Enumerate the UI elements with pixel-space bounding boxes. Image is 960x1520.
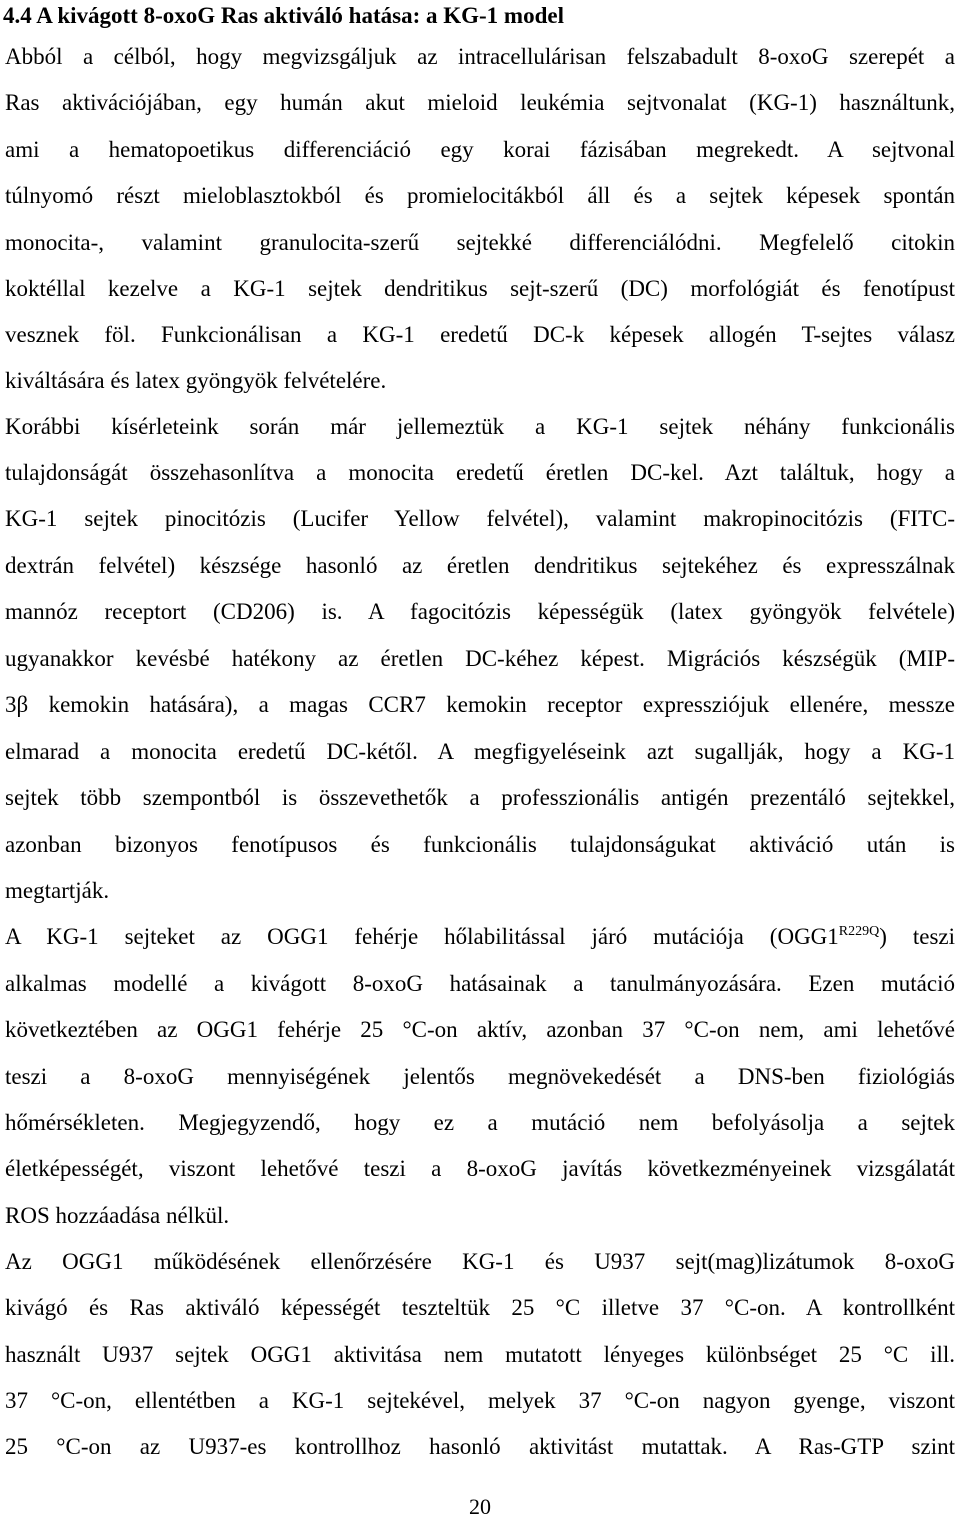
paragraph-line: kivágó és Ras aktiváló képességét teszteltük 25 °C illetve 37 °C-on. A kontrollként [5,1295,955,1320]
ogg1-text-after: ) teszi [879,924,955,949]
paragraph-line: dextrán felvétel) készsége hasonló az éretlen dendritikus sejtekéhez és expresszálnak [5,553,955,578]
paragraph-line: elmarad a monocita eredetű DC-kétől. A megfigyeléseink azt sugallják, hogy a KG-1 [5,739,955,764]
ogg1-text-before: A KG-1 sejteket az OGG1 fehérje hőlabilitással járó mutációja (OGG1 [5,924,839,949]
paragraph-line-ogg1 [5,921,955,953]
paragraph-line: teszi a 8-oxoG mennyiségének jelentős megnövekedését a DNS-ben fiziológiás [5,1064,955,1089]
paragraph-line: mannóz receptort (CD206) is. A fagocitózis képességük (latex gyöngyök felvétele) [5,599,955,624]
paragraph-line: ROS hozzáadása nélkül. [5,1203,230,1228]
section-heading: 4.4 A kivágott 8-oxoG Ras aktiváló hatása: a KG-1 model [3,3,564,28]
paragraph-line: tulajdonságát összehasonlítva a monocita eredetű éretlen DC-kel. Azt találtuk, hogy a [5,460,955,485]
paragraph-line: KG-1 sejtek pinocitózis (Lucifer Yellow felvétel), valamint makropinocitózis (FITC- [5,506,955,531]
superscript-mutation: R229Q [838,924,880,939]
paragraph-line: vesznek föl. Funkcionálisan a KG-1 eredetű DC-k képesek allogén T-sejtes válasz [5,322,955,347]
paragraph-line: Az OGG1 működésének ellenőrzésére KG-1 és U937 sejt(mag)lizátumok 8-oxoG [5,1249,955,1274]
paragraph-line: alkalmas modellé a kivágott 8-oxoG hatásainak a tanulmányozására. Ezen mutáció [5,971,955,996]
paragraph-line: túlnyomó részt mieloblasztokból és promielocitákból áll és a sejtek képesek spontán [5,183,955,208]
paragraph-line: 25 °C-on az U937-es kontrollhoz hasonló aktivitást mutattak. A Ras-GTP szint [5,1434,955,1459]
paragraph-line: ugyanakkor kevésbé hatékony az éretlen DC-kéhez képest. Migrációs készségük (MIP- [5,646,955,671]
paragraph-line: hőmérsékleten. Megjegyzendő, hogy ez a mutáció nem befolyásolja a sejtek [5,1110,955,1135]
paragraph-line: 37 °C-on, ellentétben a KG-1 sejtekével, melyek 37 °C-on nagyon gyenge, viszont [5,1388,955,1413]
paragraph-line: Korábbi kísérleteink során már jellemeztük a KG-1 sejtek néhány funkcionális [5,414,955,439]
paragraph-line: ami a hematopoetikus differenciáció egy korai fázisában megrekedt. A sejtvonal [5,137,955,162]
paragraph-line: életképességét, viszont lehetővé teszi a 8-oxoG javítás következményeinek vizsgálatát [5,1156,955,1181]
paragraph-line: Ras aktivációjában, egy humán akut mieloid leukémia sejtvonalat (KG-1) használtunk, [5,90,955,115]
paragraph-line: monocita-, valamint granulocita-szerű sejtekké differenciálódni. Megfelelő citokin [5,230,955,255]
paragraph-line: megtartják. [5,878,110,903]
paragraph-line: 3β kemokin hatására), a magas CCR7 kemokin receptor expressziójuk ellenére, messze [5,692,955,717]
paragraph-line: azonban bizonyos fenotípusos és funkcionális tulajdonságukat aktiváció után is [5,832,955,857]
paragraph-line: következtében az OGG1 fehérje 25 °C-on aktív, azonban 37 °C-on nem, ami lehetővé [5,1017,955,1042]
paragraph-line: Abból a célból, hogy megvizsgáljuk az intracellulárisan felszabadult 8-oxoG szerepét a [5,44,955,69]
paragraph-line: használt U937 sejtek OGG1 aktivitása nem mutatott lényeges különbséget 25 °C ill. [5,1342,955,1367]
paragraph-line: kiváltására és latex gyöngyök felvételére. [5,368,387,393]
page-number: 20 [469,1494,491,1519]
paragraph-line: sejtek több szempontból is összevethetők a professzionális antigén prezentáló sejtekkel, [5,785,955,810]
paragraph-line: koktéllal kezelve a KG-1 sejtek dendritikus sejt-szerű (DC) morfológiát és fenotípust [5,276,955,301]
